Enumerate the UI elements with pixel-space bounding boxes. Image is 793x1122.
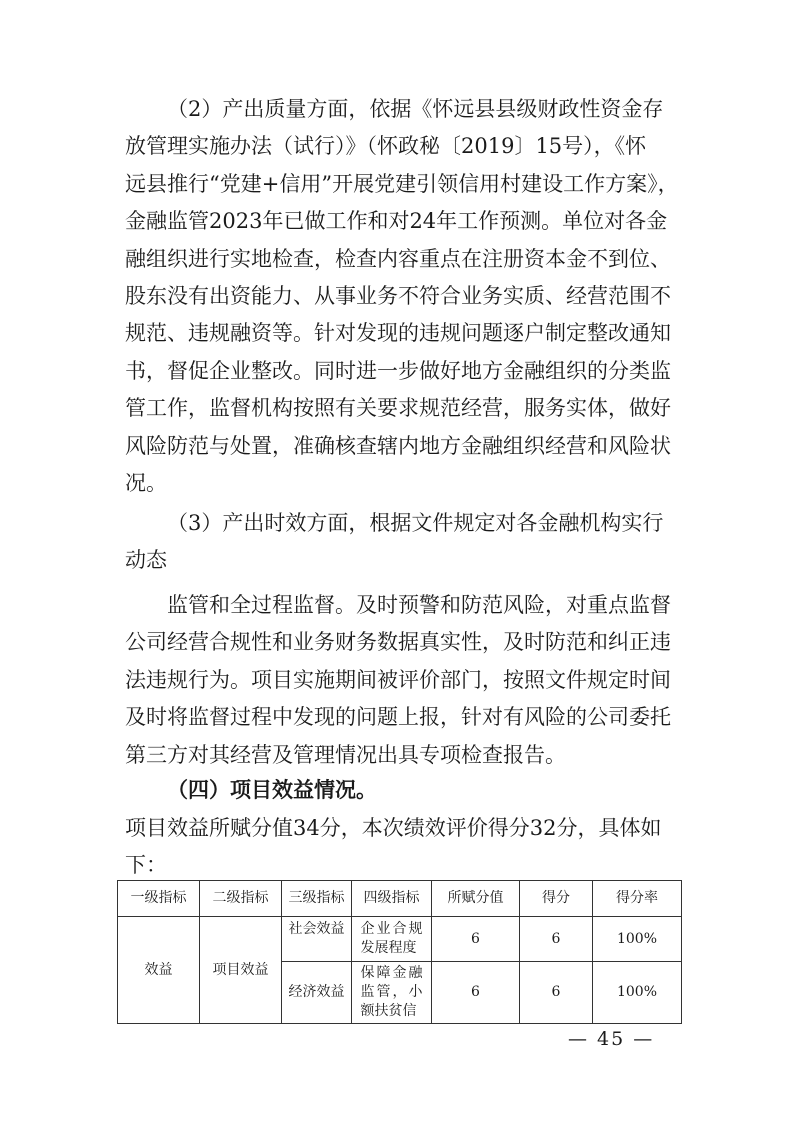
- text-line: 第三方对其经营及管理情况出具专项检查报告。: [125, 742, 566, 767]
- score-cell: 6: [520, 962, 593, 1024]
- text-line: 法违规行为。项目实施期间被评价部门，按照文件规定时间: [125, 667, 671, 692]
- level4-text: 保障金融监管，小额扶贫信: [360, 965, 423, 1019]
- level4-cell: [352, 917, 432, 962]
- text-line: 风险防范与处置，准确核查辖内地方金融组织经营和风险状: [125, 433, 671, 458]
- text-line: 况。: [125, 470, 167, 495]
- table-header-row: [118, 881, 682, 917]
- rate-cell: 100%: [593, 962, 682, 1024]
- column-header: 四级指标: [352, 881, 432, 917]
- score-cell: 6: [520, 917, 593, 962]
- rate-cell: 100%: [593, 917, 682, 962]
- page-number: — 45 —: [568, 1028, 655, 1050]
- text-line: 下：: [125, 853, 167, 878]
- text-line: 书，督促企业整改。同时进一步做好地方金融组织的分类监: [125, 358, 671, 383]
- level3-cell: 社会效益: [282, 917, 352, 962]
- paragraph-benefit-score: [125, 810, 685, 885]
- level2-cell: 项目效益: [200, 917, 282, 1024]
- text-line: 股东没有出资能力、从事业务不符合业务实质、经营范围不: [125, 283, 671, 308]
- paragraph-supervision: [125, 587, 685, 774]
- text-line: 项目效益所赋分值34分，本次绩效评价得分32分，具体如: [125, 816, 662, 840]
- text-line: （2）产出质量方面，依据《怀远县县级财政性资金存: [167, 97, 664, 121]
- paragraph-output-timeliness: [125, 505, 685, 580]
- assigned-score-cell: 6: [432, 917, 520, 962]
- text-line: 放管理实施办法（试行）》（怀政秘〔2019〕15号），《怀: [125, 134, 647, 159]
- section-heading: （四）项目效益情况。: [167, 777, 377, 802]
- level4-text: 企业合规发展程度: [360, 921, 423, 956]
- column-header: 一级指标: [118, 881, 200, 917]
- column-header: 得分率: [593, 881, 682, 917]
- text-line: 管工作，监督机构按照有关要求规范经营，服务实体，做好: [125, 396, 671, 421]
- column-header: 二级指标: [200, 881, 282, 917]
- text-line: 规范、违规融资等。针对发现的违规问题逐户制定整改通知: [125, 321, 671, 346]
- text-line: （3）产出时效方面，根据文件规定对各金融机构实行: [167, 511, 664, 535]
- text-line: 公司经营合规性和业务财务数据真实性，及时防范和纠正违: [125, 630, 671, 655]
- level1-cell: 效益: [118, 917, 200, 1024]
- table-row: [118, 917, 682, 962]
- text-line: 动态: [125, 548, 167, 573]
- text-line: 及时将监督过程中发现的问题上报，针对有风险的公司委托: [125, 705, 671, 730]
- column-header: 得分: [520, 881, 593, 917]
- text-line: 远县推行“党建+信用”开展党建引领信用村建设工作方案》，: [125, 171, 679, 196]
- column-header: 所赋分值: [432, 881, 520, 917]
- column-header: 三级指标: [282, 881, 352, 917]
- text-line: 监管和全过程监督。及时预警和防范风险，对重点监督: [167, 593, 671, 617]
- level3-cell: 经济效益: [282, 962, 352, 1024]
- level4-cell: [352, 962, 432, 1024]
- text-line: 融组织进行实地检查，检查内容重点在注册资本金不到位、: [125, 246, 671, 271]
- assigned-score-cell: 6: [432, 962, 520, 1024]
- paragraph-output-quality: [125, 91, 685, 502]
- text-line: 金融监管2023年已做工作和对24年工作预测。单位对各金: [125, 209, 668, 234]
- benefit-score-table: [117, 880, 682, 1024]
